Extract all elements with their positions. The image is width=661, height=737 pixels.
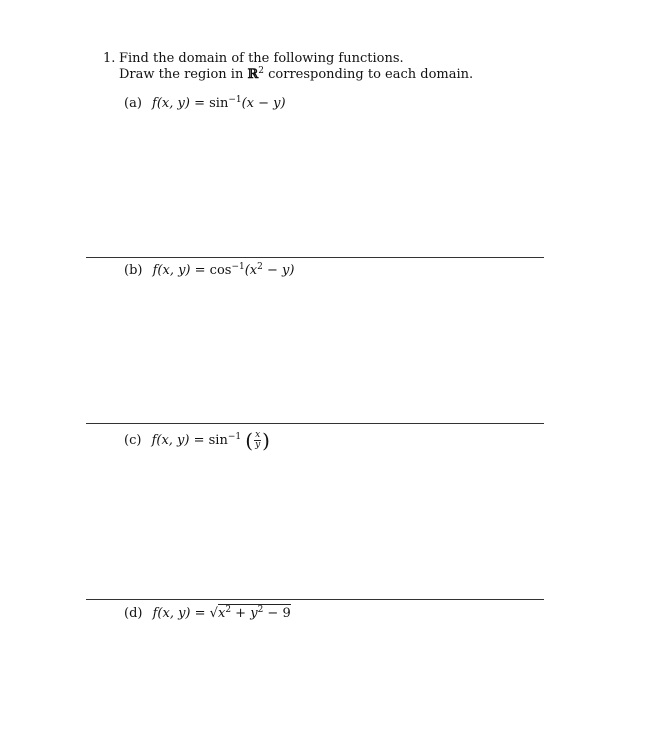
radicand-minus: − 9 — [263, 606, 291, 621]
part-label: (a) — [124, 96, 142, 111]
function-name: sin — [208, 433, 228, 448]
function-name: cos — [209, 263, 232, 278]
real-plane-symbol: ℝ — [247, 67, 259, 82]
divider-cd — [86, 599, 544, 600]
radicand-x-exponent: 2 — [225, 605, 232, 615]
instruction-prefix: Draw the region in — [119, 67, 248, 82]
real-plane-exponent: 2 — [258, 66, 264, 76]
formula-lhs: f(x, y) = — [152, 96, 210, 111]
instruction-suffix: corresponding to each domain. — [264, 67, 474, 82]
part-label: (c) — [124, 433, 142, 448]
function-name: sin — [209, 96, 229, 111]
radicand-y-exponent: 2 — [257, 605, 264, 615]
fraction — [254, 431, 261, 450]
part-b — [124, 263, 294, 278]
part-b-formula — [153, 263, 295, 278]
part-d-formula — [153, 604, 291, 621]
part-d — [124, 606, 291, 621]
function-exponent: −1 — [227, 432, 242, 442]
part-a-formula — [152, 96, 286, 111]
question-number: 1. — [103, 51, 116, 66]
part-label: (b) — [124, 263, 143, 278]
part-c — [124, 428, 270, 453]
radicand — [218, 604, 291, 621]
formula-lhs: f(x, y) = — [151, 433, 209, 448]
formula-lhs: f(x, y) = — [152, 263, 210, 278]
right-paren: ) — [262, 428, 270, 453]
part-a — [124, 96, 286, 111]
radical-sign: √ — [209, 606, 218, 621]
divider-bc — [86, 423, 544, 424]
part-label: (d) — [124, 606, 143, 621]
argument-exponent: 2 — [257, 262, 263, 272]
function-argument: (x − y) — [241, 96, 286, 111]
function-exponent: −1 — [231, 262, 245, 272]
argument-open: (x — [244, 263, 258, 278]
left-paren: ( — [245, 428, 254, 453]
formula-lhs: f(x, y) = — [152, 606, 210, 621]
argument-close: − y) — [262, 263, 295, 278]
fraction-denominator: y — [255, 440, 261, 450]
question-instruction: Find the domain of the following functions. — [119, 51, 404, 66]
part-c-formula — [151, 428, 270, 453]
fraction-numerator: x — [255, 430, 261, 440]
divider-ab — [86, 257, 544, 258]
radicand-plus-y: + y — [231, 606, 258, 621]
question-subinstruction — [119, 67, 473, 82]
function-exponent: −1 — [228, 95, 242, 105]
radicand-x: x — [217, 606, 226, 621]
